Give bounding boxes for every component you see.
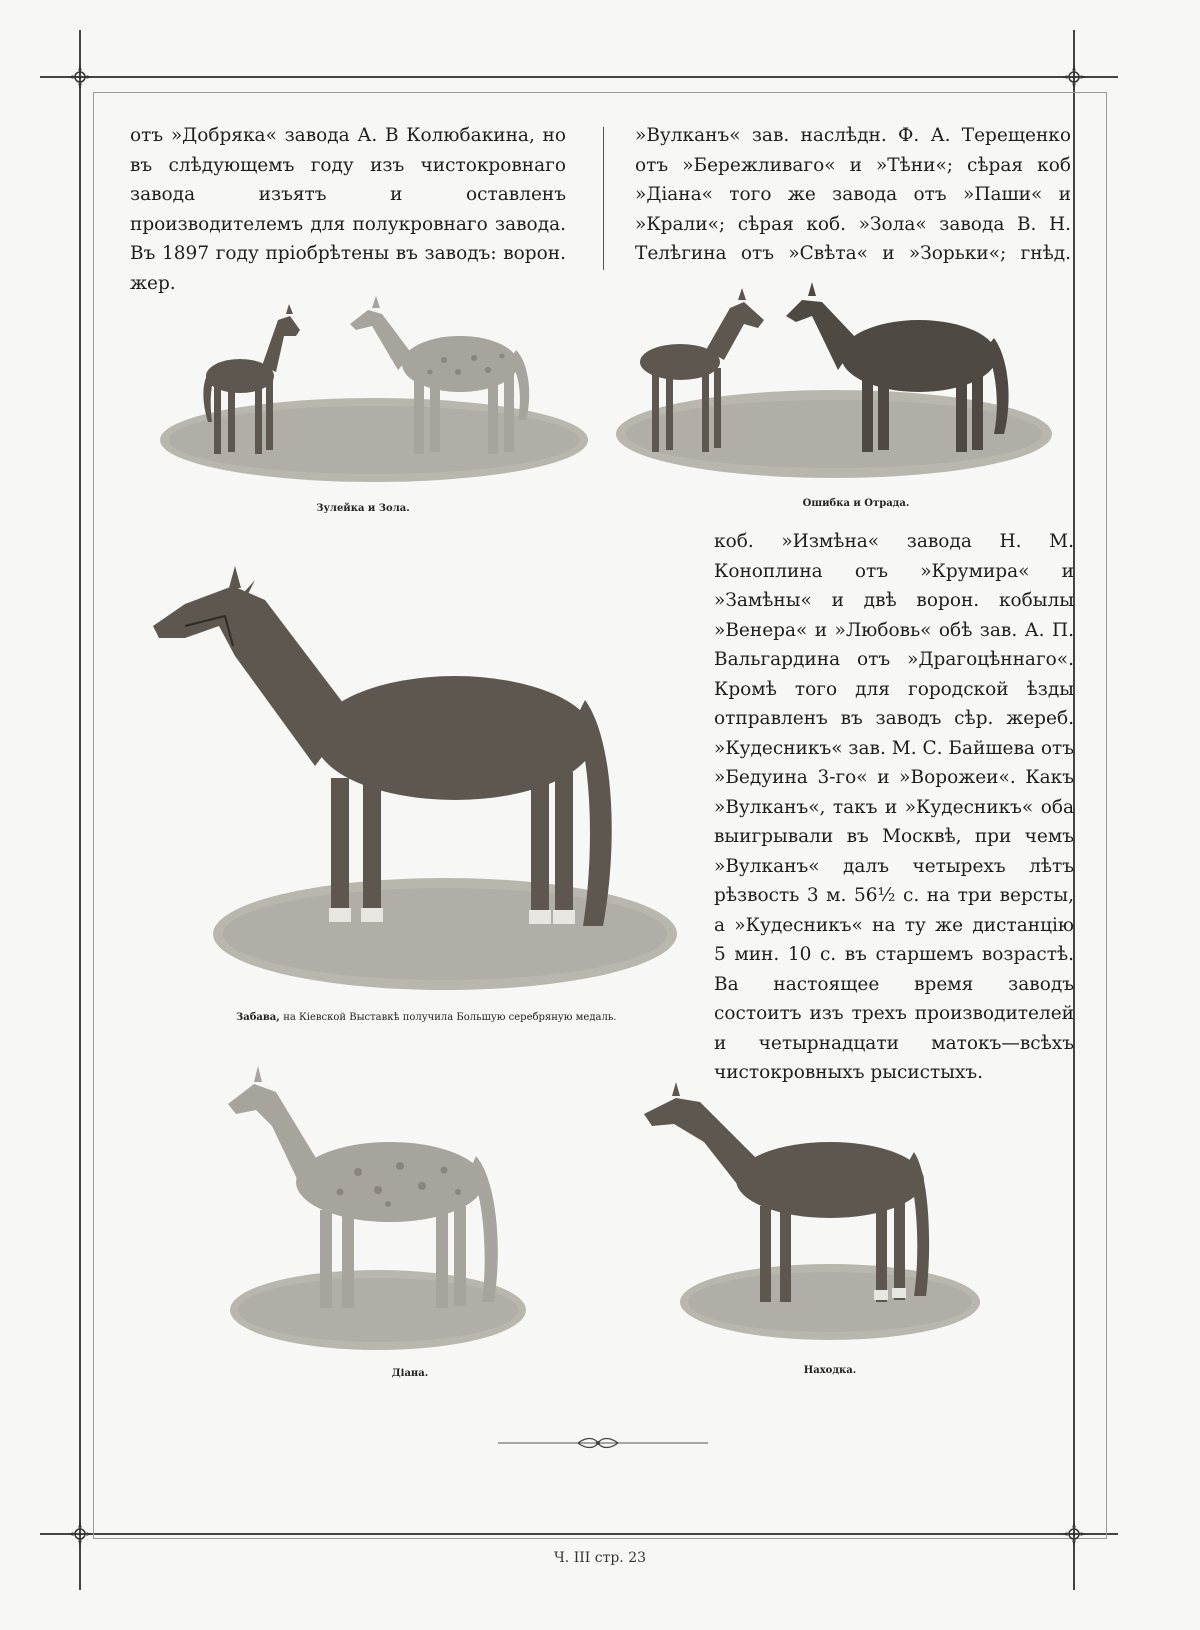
photo-zabava-large-bay-horse (145, 560, 685, 1000)
text-middle-right: коб. »Измѣна« завода Н. М. Коноплина отъ »Крумира« и »Замѣны« и двѣ ворон. кобылы »Венера« и »Любовь« обѣ зав. А. П. Вальгардина отъ »Драгоцѣннаго«. Кромѣ того для городской ѣзды отправленъ въ заводъ сѣр. жереб. »Кудесникъ« зав. М. С. Байшева отъ »Бедуина 3-го« и »Ворожеи«. Какъ »Вулканъ«, такъ и »Кудесникъ« оба выигрывали въ Москвѣ, при чемъ »Вулканъ« далъ четырехъ лѣтъ рѣзвость 3 м. 56½ с. на три версты, а »Кудесникъ« на ту же дистанцію 5 мин. 10 с. въ старшемъ возрастѣ. Ва настоящее время заводъ состоитъ изъ трехъ производителей и четырнадцати матокъ—всѣхъ чистокровныхъ рысистыхъ. (714, 531, 1074, 1083)
text-top-right: »Вулканъ« зав. наслѣдн. Ф. А. Терещенко отъ »Бережливаго« и »Тѣни«; сѣрая коб »Діана« того же завода отъ »Паши« и »Крали«; сѣрая коб. »Зола« завода В. Н. Телѣгина отъ »Свѣта« и »Зорьки«; гнѣд. (635, 125, 1071, 264)
caption-photo3-note: на Кіевской Выставкѣ получила Большую серебряную медаль. (283, 1012, 617, 1023)
page-footer: Ч. III стр. 23 (553, 1550, 647, 1566)
photo-diana-grey-horse (208, 1062, 530, 1354)
photo-foal-and-bay-horse (614, 274, 1054, 490)
caption-photo4: Діана. (391, 1368, 429, 1379)
corner-ornament-icon (1049, 52, 1099, 102)
caption-photo3-name: Забава, (236, 1012, 280, 1023)
ornamental-divider-icon (498, 1436, 708, 1450)
caption-photo2: Ошибка и Отрада. (802, 498, 910, 509)
text-top-left: отъ »Добряка« завода А. В Колюбакина, но въ слѣдующемъ году изъ чистокровнаго завода изъятъ и оставленъ производителемъ для полукровнаго завода. Въ 1897 году пріобрѣтены въ заводъ: ворон. жер. (130, 125, 566, 294)
caption-photo3 (236, 1012, 636, 1023)
frame-top-rule (40, 76, 1118, 78)
column-divider (603, 127, 604, 270)
caption-photo1: Зулейка и Зола. (316, 503, 410, 514)
photo-foal-and-grey-mare (158, 280, 590, 488)
corner-ornament-icon (55, 52, 105, 102)
caption-photo5: Находка. (803, 1365, 857, 1376)
frame-left-rule (79, 30, 81, 1590)
photo-nakhodka-bay-horse (630, 1080, 990, 1350)
